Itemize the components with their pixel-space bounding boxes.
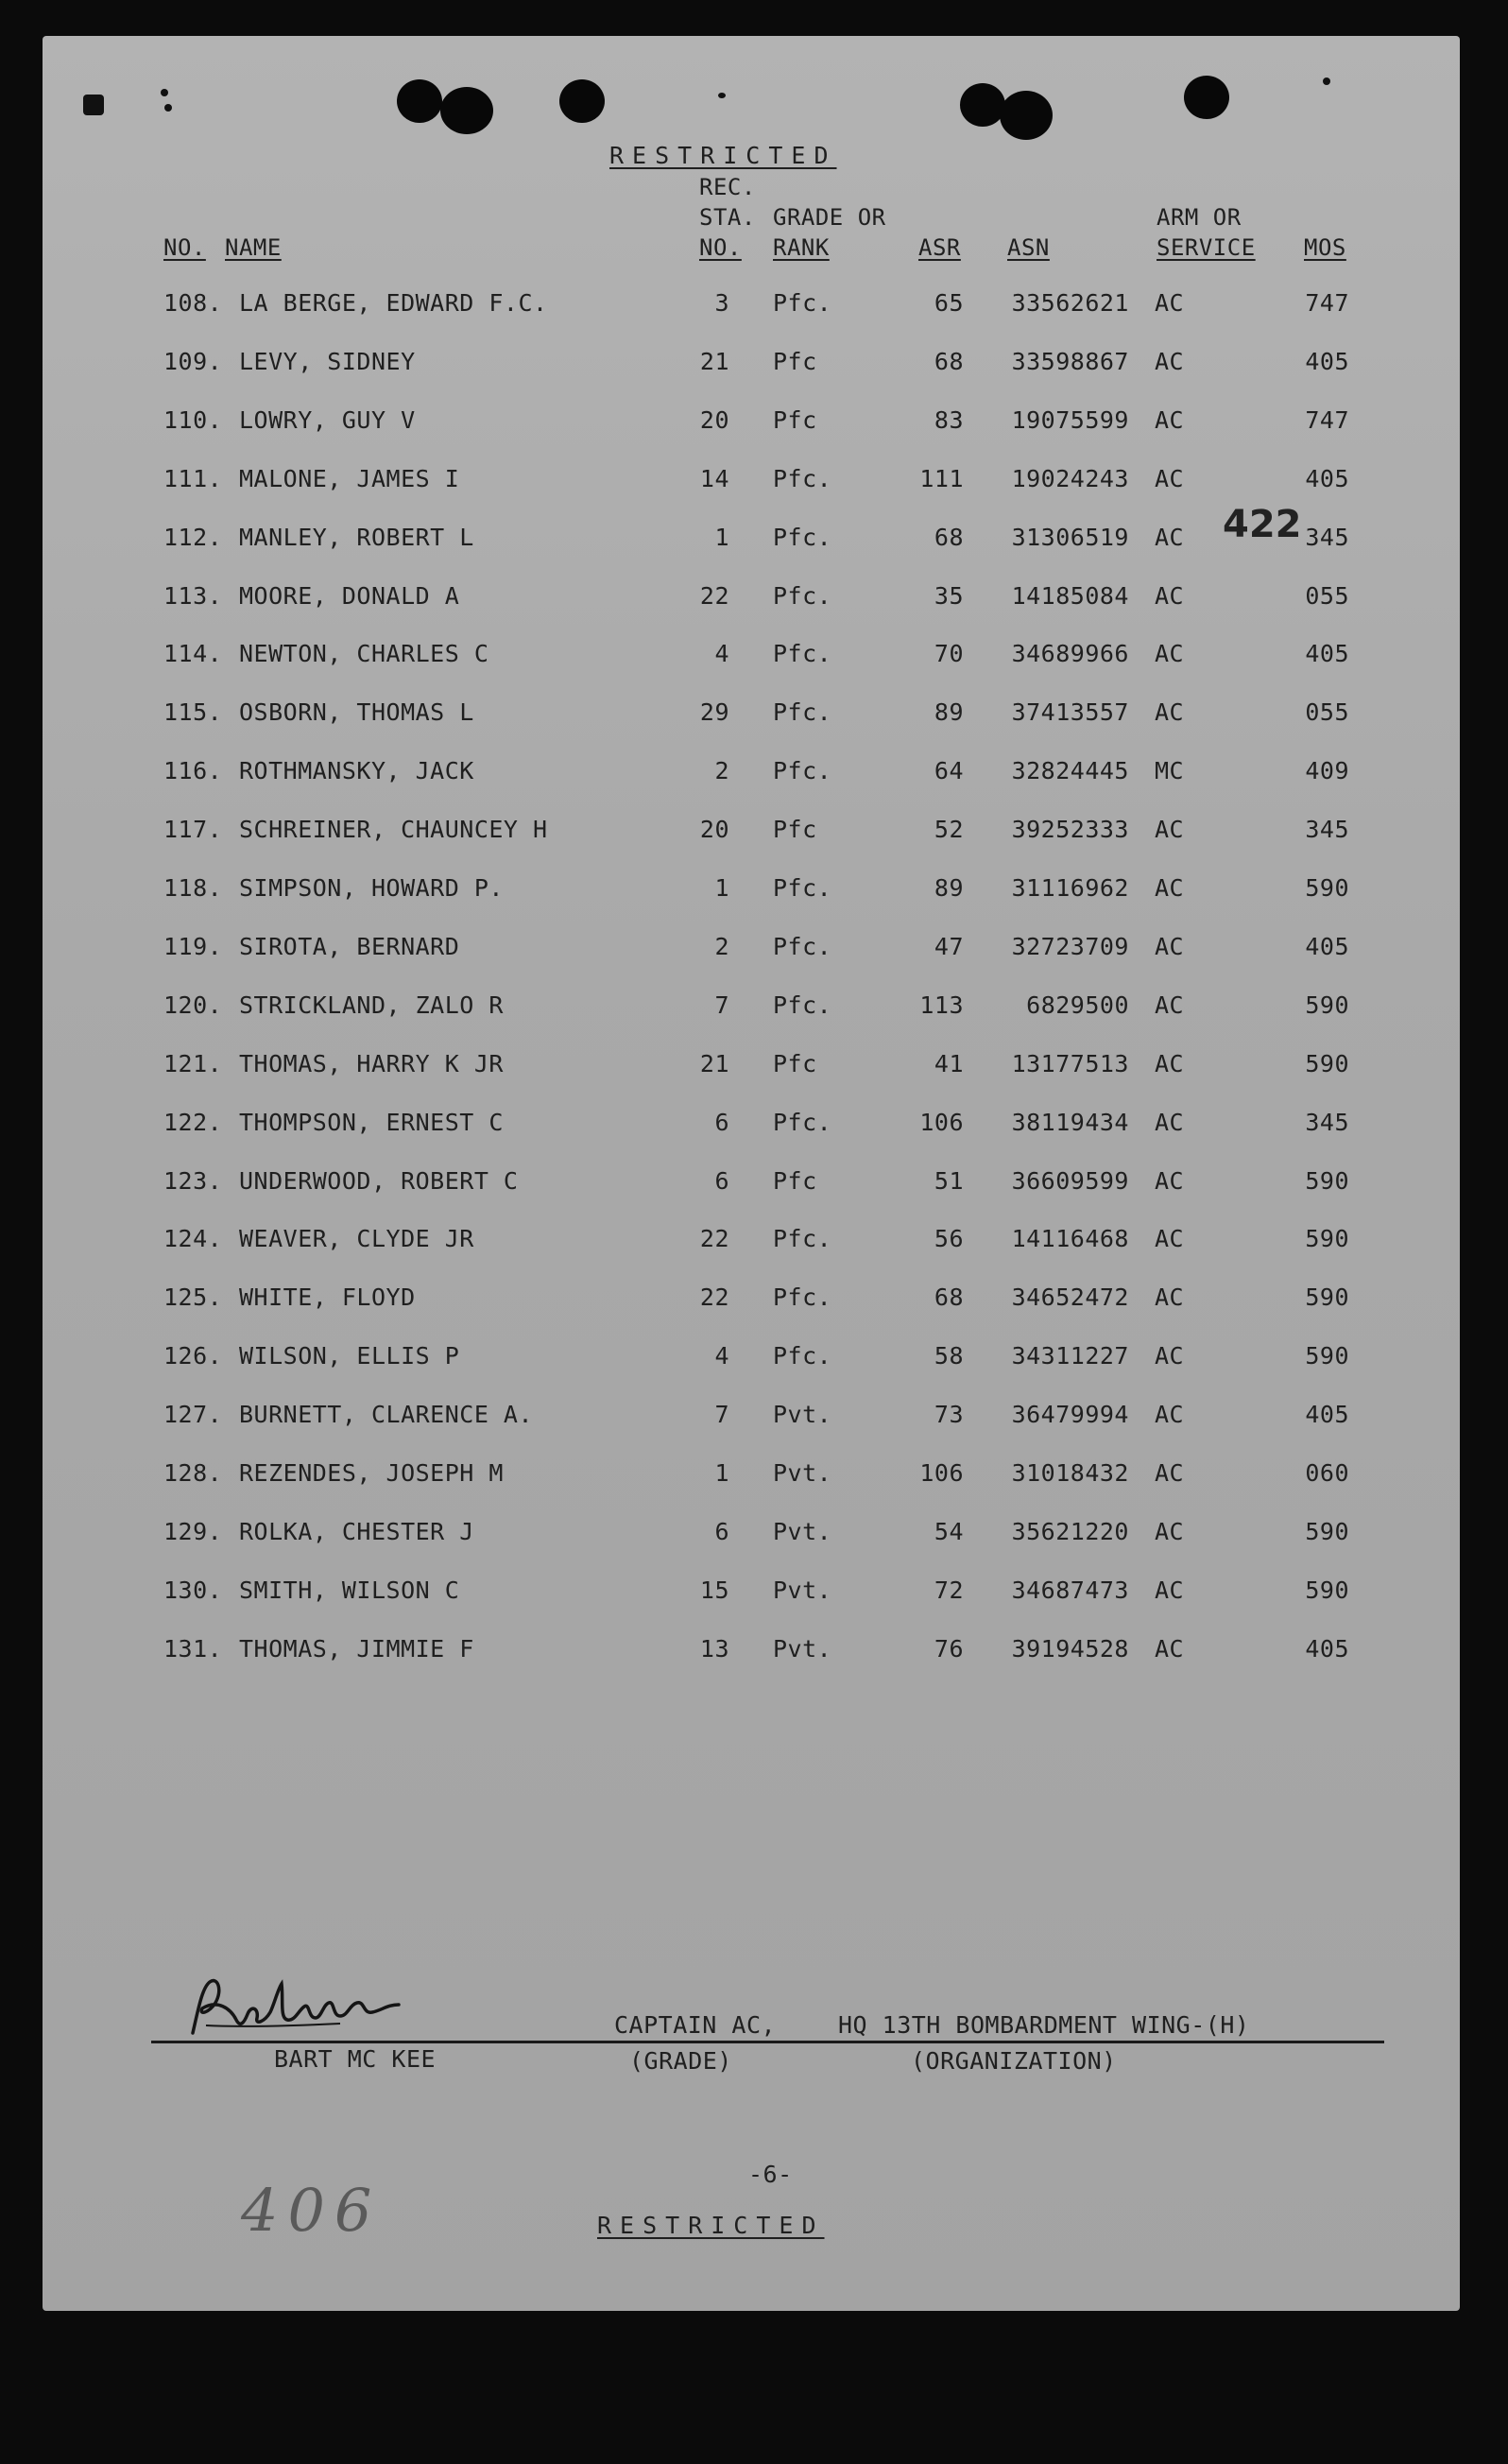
row-number: 126. <box>163 1342 223 1370</box>
row-rec-sta: 6 <box>714 1109 729 1136</box>
row-rec-sta: 22 <box>699 1284 729 1311</box>
row-rec-sta: 21 <box>699 1050 729 1077</box>
row-asr: 56 <box>934 1225 964 1252</box>
col-header-rec-sta-3: NO. <box>699 234 742 261</box>
col-header-name: NAME <box>225 234 282 261</box>
row-rec-sta: 2 <box>714 757 729 784</box>
row-asr: 89 <box>934 698 964 726</box>
row-name: WEAVER, CLYDE JR <box>239 1225 474 1252</box>
row-mos: 055 <box>1305 582 1349 610</box>
row-grade: Pfc. <box>773 698 832 726</box>
row-asn: 34687473 <box>1011 1577 1129 1604</box>
row-grade: Pfc. <box>773 640 832 667</box>
row-asr: 47 <box>934 933 964 960</box>
row-name: LOWRY, GUY V <box>239 406 416 434</box>
row-grade: Pfc. <box>773 1284 832 1311</box>
row-asr: 111 <box>919 465 964 492</box>
row-asn: 31018432 <box>1011 1459 1129 1487</box>
row-rec-sta: 1 <box>714 524 729 551</box>
row-mos: 405 <box>1305 640 1349 667</box>
row-asn: 19075599 <box>1011 406 1129 434</box>
row-rec-sta: 20 <box>699 816 729 843</box>
row-arm-service: MC <box>1155 757 1185 784</box>
row-name: BURNETT, CLARENCE A. <box>239 1401 534 1428</box>
row-arm-service: AC <box>1155 1459 1185 1487</box>
row-name: SMITH, WILSON C <box>239 1577 460 1604</box>
row-asn: 33562621 <box>1011 289 1129 317</box>
row-mos: 060 <box>1305 1459 1349 1487</box>
row-asr: 83 <box>934 406 964 434</box>
row-arm-service: AC <box>1155 698 1185 726</box>
row-number: 110. <box>163 406 223 434</box>
row-name: THOMAS, JIMMIE F <box>239 1635 474 1663</box>
row-grade: Pfc. <box>773 524 832 551</box>
row-name: LEVY, SIDNEY <box>239 348 416 375</box>
row-mos: 590 <box>1305 1577 1349 1604</box>
row-number: 129. <box>163 1518 223 1545</box>
row-arm-service: AC <box>1155 406 1185 434</box>
grade-value: CAPTAIN AC, <box>614 2011 777 2039</box>
organization-caption: (ORGANIZATION) <box>911 2047 1117 2075</box>
row-arm-service: AC <box>1155 1401 1185 1428</box>
row-rec-sta: 14 <box>699 465 729 492</box>
row-mos: 590 <box>1305 1342 1349 1370</box>
row-mos: 405 <box>1305 933 1349 960</box>
row-rec-sta: 13 <box>699 1635 729 1663</box>
row-mos: 590 <box>1305 874 1349 902</box>
row-asn: 35621220 <box>1011 1518 1129 1545</box>
classification-header: RESTRICTED <box>609 142 837 169</box>
row-number: 111. <box>163 465 223 492</box>
row-grade: Pfc. <box>773 1109 832 1136</box>
row-grade: Pfc. <box>773 1225 832 1252</box>
row-asn: 19024243 <box>1011 465 1129 492</box>
ink-speck <box>161 89 168 96</box>
row-mos: 590 <box>1305 1518 1349 1545</box>
row-asr: 51 <box>934 1167 964 1195</box>
row-number: 123. <box>163 1167 223 1195</box>
row-asn: 34689966 <box>1011 640 1129 667</box>
row-number: 119. <box>163 933 223 960</box>
row-rec-sta: 2 <box>714 933 729 960</box>
row-rec-sta: 4 <box>714 1342 729 1370</box>
ink-speck <box>164 104 172 112</box>
row-arm-service: AC <box>1155 1167 1185 1195</box>
row-name: NEWTON, CHARLES C <box>239 640 489 667</box>
row-number: 127. <box>163 1401 223 1428</box>
row-grade: Pvt. <box>773 1635 832 1663</box>
row-name: SIMPSON, HOWARD P. <box>239 874 504 902</box>
page-number: -6- <box>748 2161 793 2188</box>
row-arm-service: AC <box>1155 1518 1185 1545</box>
row-grade: Pfc. <box>773 757 832 784</box>
row-asn: 38119434 <box>1011 1109 1129 1136</box>
row-asr: 70 <box>934 640 964 667</box>
row-asr: 113 <box>919 991 964 1019</box>
row-asn: 37413557 <box>1011 698 1129 726</box>
row-asr: 72 <box>934 1577 964 1604</box>
row-arm-service: AC <box>1155 348 1185 375</box>
stamped-number: 422 <box>1223 503 1302 546</box>
row-asn: 14185084 <box>1011 582 1129 610</box>
row-number: 108. <box>163 289 223 317</box>
row-mos: 405 <box>1305 1401 1349 1428</box>
row-arm-service: AC <box>1155 640 1185 667</box>
row-mos: 590 <box>1305 1284 1349 1311</box>
row-name: ROLKA, CHESTER J <box>239 1518 474 1545</box>
row-rec-sta: 22 <box>699 1225 729 1252</box>
row-asr: 68 <box>934 524 964 551</box>
row-rec-sta: 21 <box>699 348 729 375</box>
row-arm-service: AC <box>1155 289 1185 317</box>
pencil-annotation: 406 <box>241 2176 382 2245</box>
organization-value: HQ 13TH BOMBARDMENT WING-(H) <box>838 2011 1250 2039</box>
signature <box>189 1971 425 2046</box>
row-asn: 14116468 <box>1011 1225 1129 1252</box>
row-name: REZENDES, JOSEPH M <box>239 1459 504 1487</box>
row-arm-service: AC <box>1155 1284 1185 1311</box>
row-asn: 39252333 <box>1011 816 1129 843</box>
punch-hole <box>1000 91 1053 140</box>
row-asn: 32824445 <box>1011 757 1129 784</box>
row-asr: 52 <box>934 816 964 843</box>
row-asr: 106 <box>919 1109 964 1136</box>
row-arm-service: AC <box>1155 1342 1185 1370</box>
row-asr: 89 <box>934 874 964 902</box>
row-name: THOMAS, HARRY K JR <box>239 1050 504 1077</box>
row-grade: Pvt. <box>773 1518 832 1545</box>
punch-hole <box>559 79 605 123</box>
col-header-grade-1: GRADE OR <box>773 204 886 231</box>
row-asn: 33598867 <box>1011 348 1129 375</box>
row-asn: 13177513 <box>1011 1050 1129 1077</box>
row-arm-service: AC <box>1155 816 1185 843</box>
row-mos: 345 <box>1305 524 1349 551</box>
row-arm-service: AC <box>1155 465 1185 492</box>
row-rec-sta: 6 <box>714 1518 729 1545</box>
row-rec-sta: 6 <box>714 1167 729 1195</box>
row-mos: 405 <box>1305 465 1349 492</box>
row-rec-sta: 22 <box>699 582 729 610</box>
row-number: 117. <box>163 816 223 843</box>
col-header-rec-sta-2: STA. <box>699 204 756 231</box>
row-number: 112. <box>163 524 223 551</box>
row-grade: Pfc. <box>773 991 832 1019</box>
row-number: 121. <box>163 1050 223 1077</box>
row-asr: 73 <box>934 1401 964 1428</box>
row-asn: 36479994 <box>1011 1401 1129 1428</box>
row-asn: 6829500 <box>1026 991 1129 1019</box>
grade-caption: (GRADE) <box>629 2047 732 2075</box>
row-asr: 65 <box>934 289 964 317</box>
row-rec-sta: 7 <box>714 1401 729 1428</box>
row-grade: Pvt. <box>773 1577 832 1604</box>
row-asn: 32723709 <box>1011 933 1129 960</box>
col-header-mos: MOS <box>1304 234 1346 261</box>
row-grade: Pfc <box>773 1050 817 1077</box>
row-rec-sta: 1 <box>714 874 729 902</box>
row-rec-sta: 15 <box>699 1577 729 1604</box>
row-arm-service: AC <box>1155 1635 1185 1663</box>
row-number: 120. <box>163 991 223 1019</box>
row-name: STRICKLAND, ZALO R <box>239 991 504 1019</box>
row-arm-service: AC <box>1155 1050 1185 1077</box>
row-mos: 590 <box>1305 1225 1349 1252</box>
row-name: MANLEY, ROBERT L <box>239 524 474 551</box>
row-name: WHITE, FLOYD <box>239 1284 416 1311</box>
ink-speck <box>1323 78 1330 85</box>
ink-speck <box>83 95 104 115</box>
col-header-arm-1: ARM OR <box>1157 204 1242 231</box>
row-number: 128. <box>163 1459 223 1487</box>
row-number: 116. <box>163 757 223 784</box>
row-rec-sta: 4 <box>714 640 729 667</box>
row-number: 131. <box>163 1635 223 1663</box>
row-asn: 39194528 <box>1011 1635 1129 1663</box>
row-grade: Pfc. <box>773 465 832 492</box>
row-rec-sta: 7 <box>714 991 729 1019</box>
row-grade: Pfc <box>773 1167 817 1195</box>
row-number: 125. <box>163 1284 223 1311</box>
row-asr: 106 <box>919 1459 964 1487</box>
punch-hole <box>960 83 1005 127</box>
row-number: 130. <box>163 1577 223 1604</box>
row-grade: Pfc. <box>773 289 832 317</box>
col-header-arm-2: SERVICE <box>1157 234 1256 261</box>
row-number: 113. <box>163 582 223 610</box>
row-mos: 055 <box>1305 698 1349 726</box>
row-name: WILSON, ELLIS P <box>239 1342 460 1370</box>
row-grade: Pfc. <box>773 1342 832 1370</box>
row-mos: 405 <box>1305 348 1349 375</box>
punch-hole <box>397 79 442 123</box>
row-arm-service: AC <box>1155 1109 1185 1136</box>
ink-speck <box>718 93 726 98</box>
row-name: THOMPSON, ERNEST C <box>239 1109 504 1136</box>
row-name: LA BERGE, EDWARD F.C. <box>239 289 548 317</box>
row-mos: 409 <box>1305 757 1349 784</box>
punch-hole <box>1184 76 1229 119</box>
punch-hole <box>440 87 493 134</box>
signer-name: BART MC KEE <box>274 2045 437 2073</box>
row-arm-service: AC <box>1155 1577 1185 1604</box>
row-number: 115. <box>163 698 223 726</box>
row-asn: 34652472 <box>1011 1284 1129 1311</box>
row-mos: 590 <box>1305 1050 1349 1077</box>
row-asr: 35 <box>934 582 964 610</box>
row-number: 124. <box>163 1225 223 1252</box>
row-grade: Pfc. <box>773 874 832 902</box>
row-mos: 747 <box>1305 289 1349 317</box>
row-arm-service: AC <box>1155 933 1185 960</box>
row-mos: 345 <box>1305 1109 1349 1136</box>
row-name: OSBORN, THOMAS L <box>239 698 474 726</box>
row-asr: 76 <box>934 1635 964 1663</box>
row-grade: Pvt. <box>773 1401 832 1428</box>
row-asn: 36609599 <box>1011 1167 1129 1195</box>
col-header-grade-2: RANK <box>773 234 830 261</box>
row-asr: 64 <box>934 757 964 784</box>
row-name: ROTHMANSKY, JACK <box>239 757 474 784</box>
row-name: SIROTA, BERNARD <box>239 933 460 960</box>
classification-footer: RESTRICTED <box>597 2212 825 2239</box>
row-rec-sta: 3 <box>714 289 729 317</box>
col-header-rec-sta-1: REC. <box>699 174 756 200</box>
row-number: 114. <box>163 640 223 667</box>
row-asr: 58 <box>934 1342 964 1370</box>
row-arm-service: AC <box>1155 991 1185 1019</box>
row-mos: 590 <box>1305 991 1349 1019</box>
row-mos: 405 <box>1305 1635 1349 1663</box>
row-grade: Pfc. <box>773 933 832 960</box>
row-rec-sta: 20 <box>699 406 729 434</box>
row-rec-sta: 1 <box>714 1459 729 1487</box>
row-asn: 31306519 <box>1011 524 1129 551</box>
col-header-asr: ASR <box>918 234 961 261</box>
row-grade: Pfc. <box>773 582 832 610</box>
row-name: SCHREINER, CHAUNCEY H <box>239 816 548 843</box>
row-asr: 41 <box>934 1050 964 1077</box>
row-number: 122. <box>163 1109 223 1136</box>
row-asr: 68 <box>934 348 964 375</box>
row-name: UNDERWOOD, ROBERT C <box>239 1167 519 1195</box>
row-grade: Pfc <box>773 406 817 434</box>
row-asr: 54 <box>934 1518 964 1545</box>
signature-line <box>151 2041 1384 2043</box>
row-asn: 31116962 <box>1011 874 1129 902</box>
col-header-asn: ASN <box>1007 234 1050 261</box>
row-arm-service: AC <box>1155 874 1185 902</box>
row-name: MOORE, DONALD A <box>239 582 460 610</box>
row-grade: Pvt. <box>773 1459 832 1487</box>
row-grade: Pfc <box>773 348 817 375</box>
row-asn: 34311227 <box>1011 1342 1129 1370</box>
row-rec-sta: 29 <box>699 698 729 726</box>
row-mos: 747 <box>1305 406 1349 434</box>
row-name: MALONE, JAMES I <box>239 465 460 492</box>
row-number: 109. <box>163 348 223 375</box>
row-grade: Pfc <box>773 816 817 843</box>
row-mos: 345 <box>1305 816 1349 843</box>
row-number: 118. <box>163 874 223 902</box>
row-arm-service: AC <box>1155 1225 1185 1252</box>
row-arm-service: AC <box>1155 524 1185 551</box>
row-asr: 68 <box>934 1284 964 1311</box>
col-header-no: NO. <box>163 234 206 261</box>
row-mos: 590 <box>1305 1167 1349 1195</box>
row-arm-service: AC <box>1155 582 1185 610</box>
